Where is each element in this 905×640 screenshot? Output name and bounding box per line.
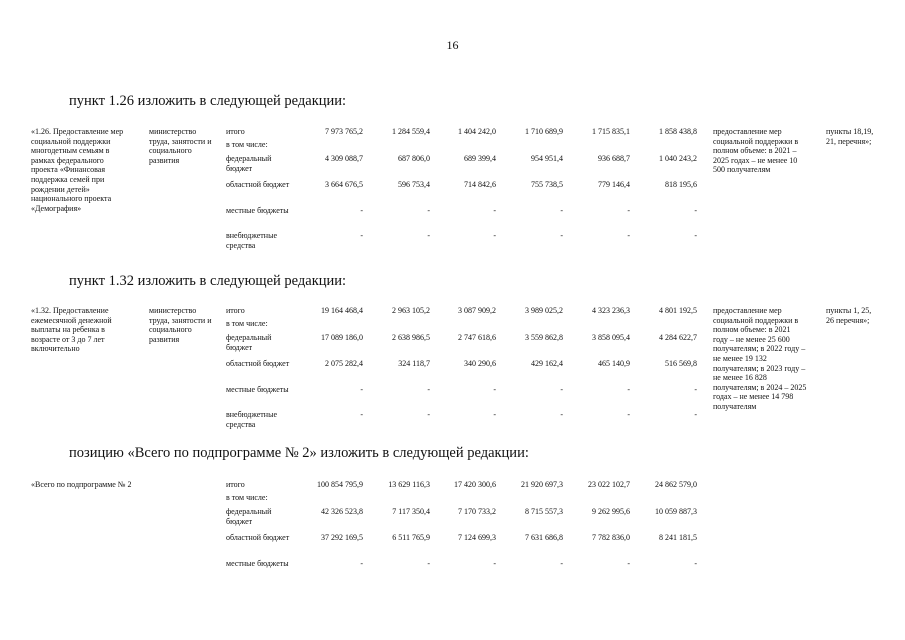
funding-value: 779 146,4 — [598, 180, 630, 189]
funding-value: - — [560, 206, 563, 215]
funding-value: 2 963 105,2 — [392, 306, 430, 315]
funding-value: 23 022 102,7 — [588, 480, 630, 489]
funding-value: - — [560, 385, 563, 394]
funding-value: 24 862 579,0 — [655, 480, 697, 489]
funding-source: федеральный бюджет — [226, 154, 272, 173]
funding-value: - — [493, 231, 496, 240]
funding-value: 7 973 765,2 — [325, 127, 363, 136]
measure-name: «1.32. Предоставление ежемесячной денежной выплаты на ребенка в возрасте от 3 до 7 лет включительно — [31, 306, 112, 354]
measure-result: предоставление мер социальной поддержки в полном объеме: в 2021 году – не менее 25 600 получателям; в 2022 году – не менее 19 132 получателям; в 2023 году – не менее 16 828 получателям; в 2024 – 2025 годах – не менее 14 798 получателям — [713, 306, 807, 411]
funding-value: - — [427, 410, 430, 419]
funding-source: в том числе: — [226, 319, 268, 328]
measure-name: «1.26. Предоставление мер социальной поддержки многодетным семьям в рамках федерального проекта «Финансовая поддержка семей при рождении детей» национального проекта «Демография» — [31, 127, 124, 213]
measure-refs: пункты 18,19, 21, перечня»; — [826, 127, 874, 146]
funding-value: 687 806,0 — [398, 154, 430, 163]
funding-value: - — [493, 410, 496, 419]
measure-name: «Всего по подпрограмме № 2 — [31, 480, 132, 489]
funding-value: 755 738,5 — [531, 180, 563, 189]
funding-value: 17 420 300,6 — [454, 480, 496, 489]
funding-source: итого — [226, 480, 245, 489]
funding-value: 100 854 795,9 — [317, 480, 363, 489]
measure-refs: пункты 1, 25, 26 перечня»; — [826, 306, 872, 325]
funding-source: местные бюджеты — [226, 559, 289, 568]
page-number: 16 — [446, 38, 459, 52]
funding-value: 7 124 699,3 — [458, 533, 496, 542]
funding-value: 324 118,7 — [398, 359, 430, 368]
funding-source: федеральный бюджет — [226, 333, 272, 352]
funding-value: 17 089 186,0 — [321, 333, 363, 342]
funding-value: 8 241 181,5 — [659, 533, 697, 542]
funding-value: - — [627, 206, 630, 215]
funding-value: 37 292 169,5 — [321, 533, 363, 542]
heading-item-1-32: пункт 1.32 изложить в следующей редакции: — [69, 273, 347, 289]
funding-value: - — [427, 231, 430, 240]
funding-source: в том числе: — [226, 140, 268, 149]
funding-value: 4 801 192,5 — [659, 306, 697, 315]
funding-value: - — [427, 559, 430, 568]
funding-value: - — [694, 206, 697, 215]
funding-source: внебюджетные средства — [226, 231, 277, 250]
funding-value: 8 715 557,3 — [525, 507, 563, 516]
funding-value: - — [360, 410, 363, 419]
funding-value: - — [560, 559, 563, 568]
funding-value: 19 164 468,4 — [321, 306, 363, 315]
measure-result: предоставление мер социальной поддержки в полном объеме: в 2021 – 2025 годах – не менее 10 500 получателям — [713, 127, 799, 175]
funding-value: 13 629 116,3 — [388, 480, 430, 489]
funding-value: - — [694, 385, 697, 394]
funding-value: - — [694, 559, 697, 568]
funding-value: - — [360, 559, 363, 568]
funding-value: 1 715 835,1 — [592, 127, 630, 136]
funding-value: - — [427, 206, 430, 215]
funding-value: - — [627, 385, 630, 394]
funding-value: 465 140,9 — [598, 359, 630, 368]
funding-value: - — [627, 410, 630, 419]
funding-value: 3 989 025,2 — [525, 306, 563, 315]
funding-value: 7 782 836,0 — [592, 533, 630, 542]
funding-value: 7 170 733,2 — [458, 507, 496, 516]
funding-value: 689 399,4 — [464, 154, 496, 163]
funding-value: 818 195,6 — [665, 180, 697, 189]
funding-source: областной бюджет — [226, 180, 290, 189]
funding-value: - — [360, 206, 363, 215]
funding-source: местные бюджеты — [226, 385, 289, 394]
funding-value: 21 920 697,3 — [521, 480, 563, 489]
funding-value: 1 710 689,9 — [525, 127, 563, 136]
funding-value: 4 309 088,7 — [325, 154, 363, 163]
funding-value: - — [560, 410, 563, 419]
funding-value: 2 075 282,4 — [325, 359, 363, 368]
funding-value: 596 753,4 — [398, 180, 430, 189]
funding-value: - — [360, 385, 363, 394]
funding-source: областной бюджет — [226, 359, 290, 368]
funding-value: 936 688,7 — [598, 154, 630, 163]
funding-value: 516 569,8 — [665, 359, 697, 368]
funding-source: федеральный бюджет — [226, 507, 272, 526]
funding-value: 1 284 559,4 — [392, 127, 430, 136]
funding-value: 3 559 862,8 — [525, 333, 563, 342]
funding-value: 42 326 523,8 — [321, 507, 363, 516]
funding-value: - — [493, 385, 496, 394]
funding-value: - — [694, 231, 697, 240]
funding-value: - — [493, 206, 496, 215]
funding-value: 2 638 986,5 — [392, 333, 430, 342]
funding-value: 3 664 676,5 — [325, 180, 363, 189]
funding-value: 7 117 350,4 — [392, 507, 430, 516]
funding-source: внебюджетные средства — [226, 410, 277, 429]
funding-value: 954 951,4 — [531, 154, 563, 163]
heading-subprogram-total: позицию «Всего по подпрограмме № 2» изложить в следующей редакции: — [69, 445, 529, 461]
funding-value: 1 040 243,2 — [659, 154, 697, 163]
funding-value: - — [560, 231, 563, 240]
funding-value: 1 858 438,8 — [659, 127, 697, 136]
funding-value: 9 262 995,6 — [592, 507, 630, 516]
measure-executor: министерство труда, занятости и социального развития — [149, 306, 212, 344]
funding-source: итого — [226, 306, 245, 315]
funding-value: 714 842,6 — [464, 180, 496, 189]
funding-value: 7 631 686,8 — [525, 533, 563, 542]
funding-value: - — [627, 231, 630, 240]
funding-source: областной бюджет — [226, 533, 290, 542]
funding-value: 429 162,4 — [531, 359, 563, 368]
funding-source: в том числе: — [226, 493, 268, 502]
funding-value: 1 404 242,0 — [458, 127, 496, 136]
funding-value: 4 284 622,7 — [659, 333, 697, 342]
funding-value: - — [493, 559, 496, 568]
funding-source: местные бюджеты — [226, 206, 289, 215]
funding-value: 3 087 909,2 — [458, 306, 496, 315]
funding-value: 6 511 765,9 — [392, 533, 430, 542]
funding-value: 4 323 236,3 — [592, 306, 630, 315]
funding-value: - — [427, 385, 430, 394]
funding-value: 3 858 095,4 — [592, 333, 630, 342]
funding-value: 340 290,6 — [464, 359, 496, 368]
measure-executor: министерство труда, занятости и социального развития — [149, 127, 212, 165]
funding-value: 2 747 618,6 — [458, 333, 496, 342]
funding-value: - — [627, 559, 630, 568]
funding-value: 10 059 887,3 — [655, 507, 697, 516]
funding-source: итого — [226, 127, 245, 136]
funding-value: - — [360, 231, 363, 240]
funding-value: - — [694, 410, 697, 419]
heading-item-1-26: пункт 1.26 изложить в следующей редакции: — [69, 93, 347, 109]
